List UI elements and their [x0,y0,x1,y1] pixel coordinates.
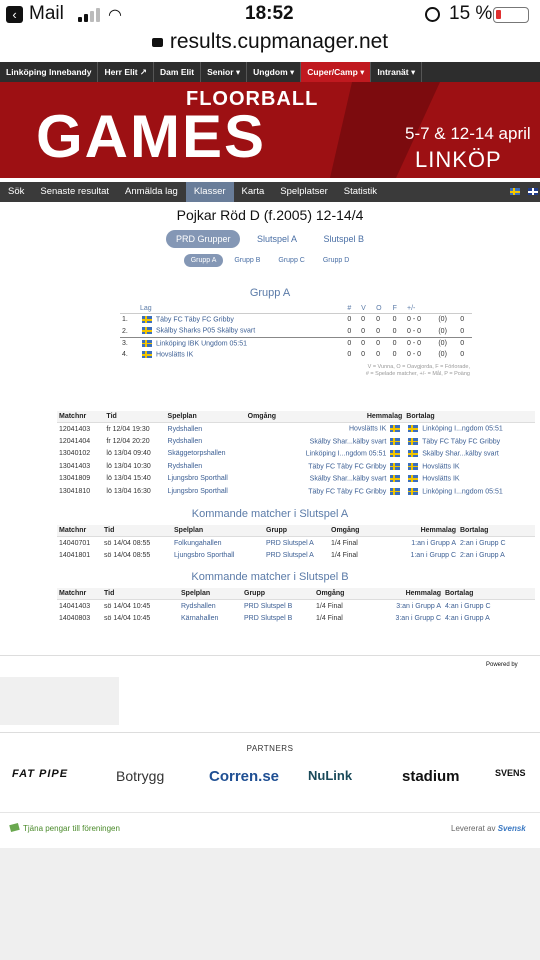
subnav-statistik[interactable]: Statistik [343,186,378,197]
match-row[interactable] [57,549,535,562]
venue[interactable]: Ljungsbro Sporthall [167,475,228,483]
nav-intranat[interactable]: Intranät ▾ [371,62,422,82]
match-time: lö 13/04 10:30 [106,462,151,470]
partner-nulink-logo[interactable]: NuLink [308,768,353,783]
language-selector [508,182,540,195]
position: 4. [122,351,128,359]
column-header: Omgång [314,588,377,600]
venue[interactable]: Skäggetorpshallen [167,450,226,458]
goal-diff: (0) [438,327,447,335]
tab-grupp-b[interactable]: Grupp B [234,257,261,264]
column-header: Matchnr [57,588,102,600]
column-header: Hemmalag [392,525,458,537]
match-row[interactable] [57,473,535,486]
lost: 0 [392,327,397,335]
standings-title: Grupp A [249,287,291,299]
lock-icon [152,38,163,47]
match-time: fr 12/04 20:20 [106,437,150,445]
goals: 0 - 0 [407,351,422,359]
slutspel-a-table [57,525,535,562]
page-title: Pojkar Röd D (f.2005) 12-14/4 [176,207,364,223]
swedish-flag-icon [142,340,152,347]
team-name[interactable]: Täby FC Täby FC Gribby [138,314,345,326]
swedish-flag-icon [390,463,400,470]
delivered-by: Levererat av Svensk [451,824,526,833]
subnav-sok[interactable]: Sök [8,186,25,197]
signal-icon [78,8,100,22]
battery-icon [493,7,529,23]
match-number: 14040803 [59,614,91,622]
col-played: # [345,304,359,314]
goal-diff: (0) [438,351,447,359]
drawn: 0 [376,351,381,359]
partner-logos [0,764,540,792]
standings-row [120,314,472,326]
goals: 0 - 0 [407,316,422,324]
group[interactable]: PRD Slutspel A [266,539,314,547]
column-header: Spelplan [172,525,264,537]
goals: 0 - 0 [407,327,422,335]
partners-title: PARTNERS [246,744,294,753]
away-team[interactable]: Hovslätts IK [404,473,535,486]
round [246,448,299,461]
tab-prd-grupper[interactable]: PRD Grupper [166,230,241,248]
position: 3. [120,337,138,349]
tab-grupp-a[interactable]: Grupp A [184,254,224,267]
divider [0,812,540,813]
divider [0,732,540,733]
home-team[interactable]: 3:an i Grupp C [395,614,441,622]
column-header: Hemmalag [377,588,443,600]
subnav-klasser[interactable]: Klasser [186,182,234,202]
home-team[interactable]: Täby FC Täby FC Gribby [298,485,404,498]
nav-senior[interactable]: Senior ▾ [201,62,247,82]
swedish-flag-icon [390,475,400,482]
played: 0 [347,351,352,359]
match-row[interactable] [57,612,535,625]
match-row[interactable] [57,600,535,613]
round: 1/4 Final [316,614,343,622]
team-name[interactable]: Skälby Sharks P05 Skälby svart [138,325,345,337]
standings-legend: V = Vunna, O = Oavgjorda, F = Förlorade, # = Spelade matcher, +/- = Mål, P = Poäng [365,364,470,377]
column-header: Tid [102,525,172,537]
home-team[interactable]: Skälby Shar...kälby svart [298,435,404,448]
round: 1/4 Final [316,602,343,610]
standings-table [120,304,472,360]
match-number: 12041403 [59,425,91,433]
round [246,435,299,448]
venue[interactable]: Rydshallen [167,437,203,445]
match-number: 13041809 [59,475,91,483]
column-header: Grupp [264,525,329,537]
swedish-flag-icon[interactable] [510,188,520,195]
away-team[interactable]: Täby FC Täby FC Gribby [404,435,535,448]
match-time: lö 13/04 16:30 [106,487,151,495]
goal-diff: (0) [438,316,447,324]
match-row[interactable] [57,537,535,550]
swedish-flag-icon [142,316,152,323]
group[interactable]: PRD Slutspel A [266,551,314,559]
venue[interactable]: Rydshallen [167,425,203,433]
group[interactable]: PRD Slutspel B [244,614,293,622]
swedish-flag-icon [408,488,418,495]
match-time: lö 13/04 15:40 [106,475,151,483]
won: 0 [361,316,365,324]
match-number: 13041403 [59,462,91,470]
tab-grupp-d[interactable]: Grupp D [322,257,350,264]
away-team[interactable]: Linköping I...ngdom 05:51 [404,423,535,436]
partner-svensk-logo[interactable]: SVENS [495,768,526,778]
uk-flag-icon[interactable] [528,188,538,195]
top-navigation [0,62,540,82]
match-row[interactable] [57,448,535,461]
swedish-flag-icon [390,488,400,495]
tab-slutspel-b[interactable]: Slutspel B [323,234,365,244]
column-header: Spelplan [166,411,246,423]
drawn: 0 [374,337,390,349]
nav-herr-elit[interactable]: Herr Elit ↗ [98,62,154,82]
column-header: Bortalag [458,525,535,537]
venue[interactable]: Kärnahallen [181,614,219,622]
standings-row [120,337,472,349]
status-bar [0,0,540,30]
match-row[interactable] [57,423,535,436]
round [246,423,299,436]
match-time: fr 12/04 19:30 [106,425,150,433]
home-team[interactable]: 3:an i Grupp A [396,602,441,610]
col-lost: F [391,304,405,314]
played: 0 [347,327,352,335]
lost: 0 [392,316,397,324]
match-row[interactable] [57,435,535,448]
delivered-by-brand[interactable]: Svensk [497,824,526,833]
back-to-app-label[interactable]: Mail [29,3,64,24]
wifi-icon: ◠ [108,7,122,24]
col-won: V [359,304,374,314]
standings-row [120,349,472,360]
home-team[interactable]: Täby FC Täby FC Gribby [298,460,404,473]
goal-diff: (0) [436,337,458,349]
swedish-flag-icon [390,438,400,445]
nav-dam-elit[interactable]: Dam Elit [154,62,201,82]
alarm-icon [425,7,440,22]
column-header: Matchnr [57,411,104,423]
won: 0 [361,351,365,359]
swedish-flag-icon [408,463,418,470]
banner-top-text: FLOORBALL [186,88,319,110]
col-goals: +/- [405,304,436,314]
subnav-karta[interactable]: Karta [241,186,265,197]
partner-botrygg-logo[interactable]: Botrygg [116,768,165,784]
played: 0 [347,316,352,324]
points: 0 [460,327,465,335]
home-team[interactable]: 1:an i Grupp A [411,539,456,547]
ad-placeholder [0,677,119,725]
home-team[interactable]: Linköping I...ngdom 05:51 [298,448,404,461]
drawn: 0 [376,316,381,324]
group-tabs [0,254,540,267]
divider [0,655,540,656]
away-team[interactable]: Hovslätts IK [404,460,535,473]
match-time: lö 13/04 09:40 [106,450,151,458]
position: 1. [122,316,128,324]
banner-main-text: GAMES [36,103,267,170]
swedish-flag-icon [408,425,418,432]
won: 0 [359,337,374,349]
home-team[interactable]: Skälby Shar...kälby svart [298,473,404,486]
match-row[interactable] [57,485,535,498]
goals: 0 - 0 [405,337,436,349]
swedish-flag-icon [408,450,418,457]
match-number: 13040102 [59,450,91,458]
col-drawn: O [374,304,390,314]
url-text: results.cupmanager.net [169,30,389,53]
venue[interactable]: Ljungsbro Sporthall [174,551,235,559]
away-team[interactable]: 4:an i Grupp A [445,614,490,622]
column-header: Omgång [329,525,392,537]
venue[interactable]: Rydshallen [181,602,216,610]
col-lag: Lag [138,304,345,314]
match-number: 12041404 [59,437,91,445]
swedish-flag-icon [390,425,400,432]
match-number: 14040701 [59,539,91,547]
column-header: Spelplan [179,588,242,600]
match-number: 14041403 [59,602,91,610]
round [246,460,299,473]
match-time: sö 14/04 10:45 [104,614,151,622]
column-header: Omgång [246,411,299,423]
nav-cuper-camp[interactable]: Cuper/Camp ▾ [301,62,371,82]
away-team[interactable]: 2:an i Grupp C [460,539,506,547]
team-name[interactable]: Linköping IBK Ungdom 05:51 [138,337,345,349]
column-header: Hemmalag [298,411,404,423]
money-icon [9,823,20,832]
match-row[interactable] [57,460,535,473]
swedish-flag-icon [142,327,152,334]
away-team[interactable]: 2:an i Grupp A [460,551,505,559]
round: 1/4 Final [331,539,358,547]
powered-by[interactable]: Powered by [486,662,518,668]
column-header: Matchnr [57,525,102,537]
match-time: sö 14/04 10:45 [104,602,151,610]
partner-fatpipe-logo[interactable]: FAT PIPE [12,768,69,780]
group[interactable]: PRD Slutspel B [244,602,293,610]
banner-dates: 5-7 & 12-14 april [405,124,531,143]
swedish-flag-icon [390,450,400,457]
page-bottom-area [0,848,540,960]
column-header: Bortalag [404,411,535,423]
earn-money-link[interactable]: Tjäna pengar till föreningen [10,824,120,833]
away-team[interactable]: Linköping I...ngdom 05:51 [404,485,535,498]
subnav-spelplatser[interactable]: Spelplatser [280,186,328,197]
standings-row [120,325,472,337]
home-team[interactable]: 1:an i Grupp C [410,551,456,559]
partner-stadium-logo[interactable]: stadium [402,768,460,785]
clock: 18:52 [245,3,294,24]
sub-navigation [0,182,540,202]
won: 0 [361,327,365,335]
back-arrow-icon[interactable]: ‹ [6,6,23,23]
slutspel-b-title: Kommande matcher i Slutspel B [191,571,349,583]
match-time: sö 14/04 08:55 [104,539,151,547]
position: 2. [122,327,128,335]
venue[interactable]: Folkungahallen [174,539,222,547]
match-number: 13041810 [59,487,91,495]
venue[interactable]: Ljungsbro Sporthall [167,487,228,495]
points: 0 [460,351,465,359]
group-matches-table [57,411,535,498]
column-header: Bortalag [443,588,535,600]
swedish-flag-icon [142,351,152,358]
swedish-flag-icon [408,475,418,482]
home-team[interactable]: Hovslätts IK [298,423,404,436]
team-name[interactable]: Hovslätts IK [138,349,345,360]
battery-percentage: 15 % [449,3,493,24]
points: 0 [460,316,465,324]
slutspel-a-title: Kommande matcher i Slutspel A [191,508,349,520]
subnav-anmalda-lag[interactable]: Anmälda lag [125,186,178,197]
match-time: sö 14/04 08:55 [104,551,151,559]
round [246,473,299,486]
round: 1/4 Final [331,551,358,559]
played: 0 [345,337,359,349]
nav-ungdom[interactable]: Ungdom ▾ [247,62,301,82]
nav-linkoping-innebandy[interactable]: Linköping Innebandy [0,62,98,82]
match-number: 14041801 [59,551,91,559]
stage-tabs [0,230,540,248]
round [246,485,299,498]
banner-city: LINKÖP [415,147,502,172]
points: 0 [458,337,472,349]
tab-slutspel-a[interactable]: Slutspel A [256,234,298,244]
lost: 0 [391,337,405,349]
away-team[interactable]: 4:an i Grupp C [445,602,491,610]
away-team[interactable]: Skälby Shar...kälby svart [404,448,535,461]
tab-grupp-c[interactable]: Grupp C [278,257,305,264]
swedish-flag-icon [408,438,418,445]
lost: 0 [392,351,397,359]
subnav-senaste-resultat[interactable]: Senaste resultat [40,186,110,197]
partner-corren-logo[interactable]: Corren.se [209,768,280,785]
floorball-games-banner[interactable] [0,82,540,178]
address-bar[interactable] [0,30,540,60]
column-header: Tid [104,411,165,423]
column-header: Tid [102,588,179,600]
slutspel-b-table [57,588,535,625]
column-header: Grupp [242,588,314,600]
drawn: 0 [376,327,381,335]
venue[interactable]: Rydshallen [167,462,203,470]
